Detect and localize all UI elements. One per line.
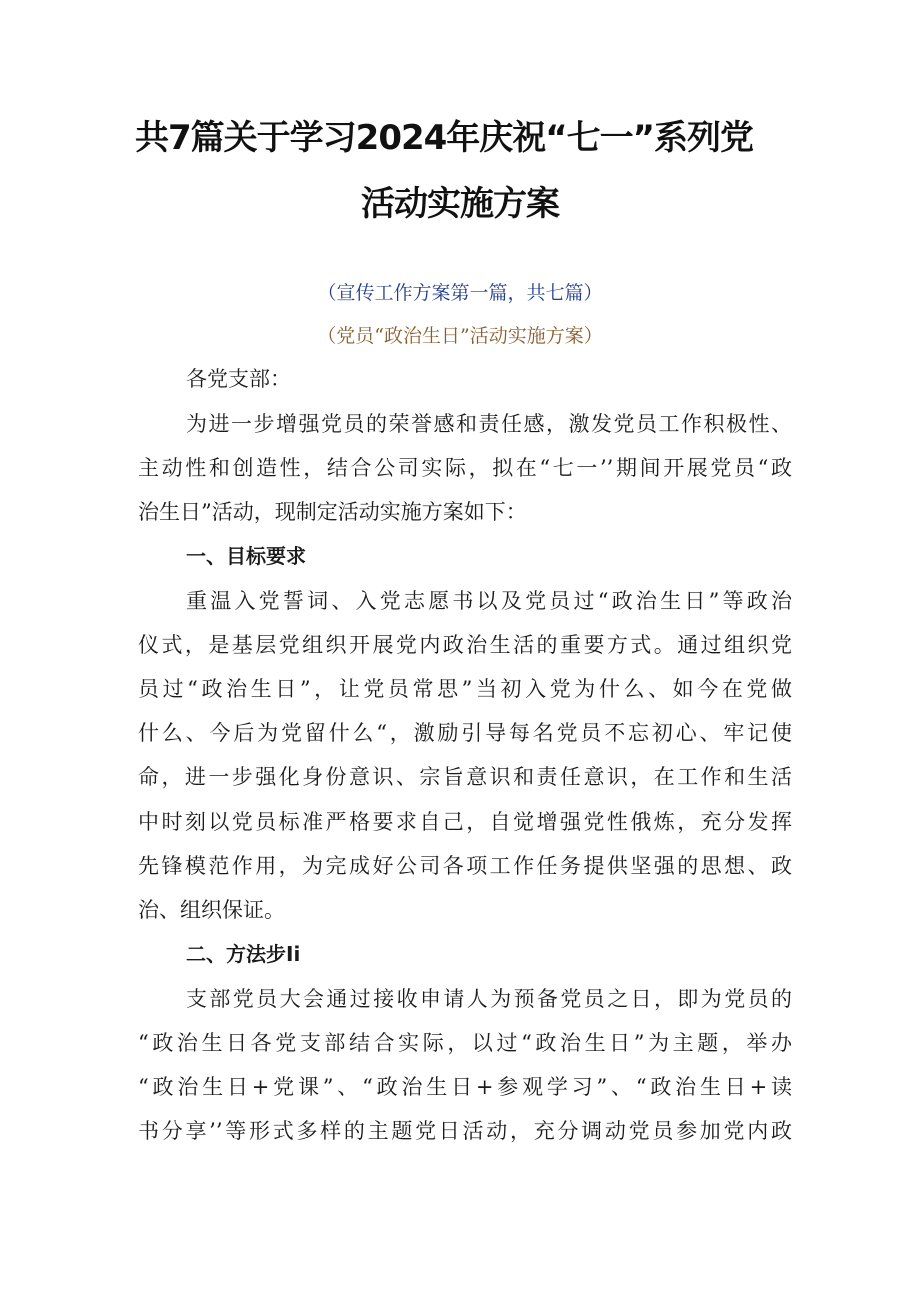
document-title-line-2: 活动实施方案 [361,184,559,224]
section2-line: 书分享’’等形式多样的主题党日活动，充分调动党员参加党内政 [138,1119,792,1143]
section2-line: 支部党员大会通过接收申请人为预备党员之日，即为党员的 [186,987,792,1011]
section1-line: 仪式，是基层党组织开展党内政治生活的重要方式。通过组织党 [138,633,792,657]
section1-line: 员过“政治生日”，让党员常思”当初入党为什么、如今在党做 [138,677,792,701]
subtitle-series-note: （宣传工作方案第一篇，共七篇） [317,282,603,304]
section-heading-goals: 一、目标要求 [186,544,306,568]
salutation: 各党支部： [186,367,291,391]
intro-line: 治生日”活动，现制定活动实施方案如下： [138,500,527,524]
section1-line: 重温入党誓词、入党志愿书以及党员过“政治生日”等政治 [186,589,792,613]
section2-line: “政治生日+党课”、“政治生日+参观学习”、“政治生日+读 [138,1075,792,1099]
section1-line: 什么、今后为党留什么“，激励引导每名党员不忘初心、牢记使 [138,721,792,745]
intro-line: 主动性和创造性，结合公司实际，拟在“七一’’期间开展党员“政 [138,456,792,480]
subtitle-plan-name: （党员“政治生日”活动实施方案） [317,325,603,347]
section1-line: 治、组织保证。 [138,898,285,922]
section1-line: 先锋模范作用，为完成好公司各项工作任务提供坚强的思想、政 [138,854,792,878]
section-heading-methods: 二、方法步Ii [186,942,301,966]
intro-line: 为进一步增强党员的荣誉感和责任感，激发党员工作积极性、 [186,412,792,436]
document-title-line-1: 共7篇关于学习2024年庆祝“七一”系列党 [135,118,753,158]
section1-line: 命，进一步强化身份意识、宗旨意识和责任意识，在工作和生活 [138,765,792,789]
section2-line: “政治生日各党支部结合实际，以过“政治生日”为主题，举办 [138,1031,792,1055]
section1-line: 中时刻以党员标准严格要求自己，自觉增强党性俄炼，充分发挥 [138,810,792,834]
